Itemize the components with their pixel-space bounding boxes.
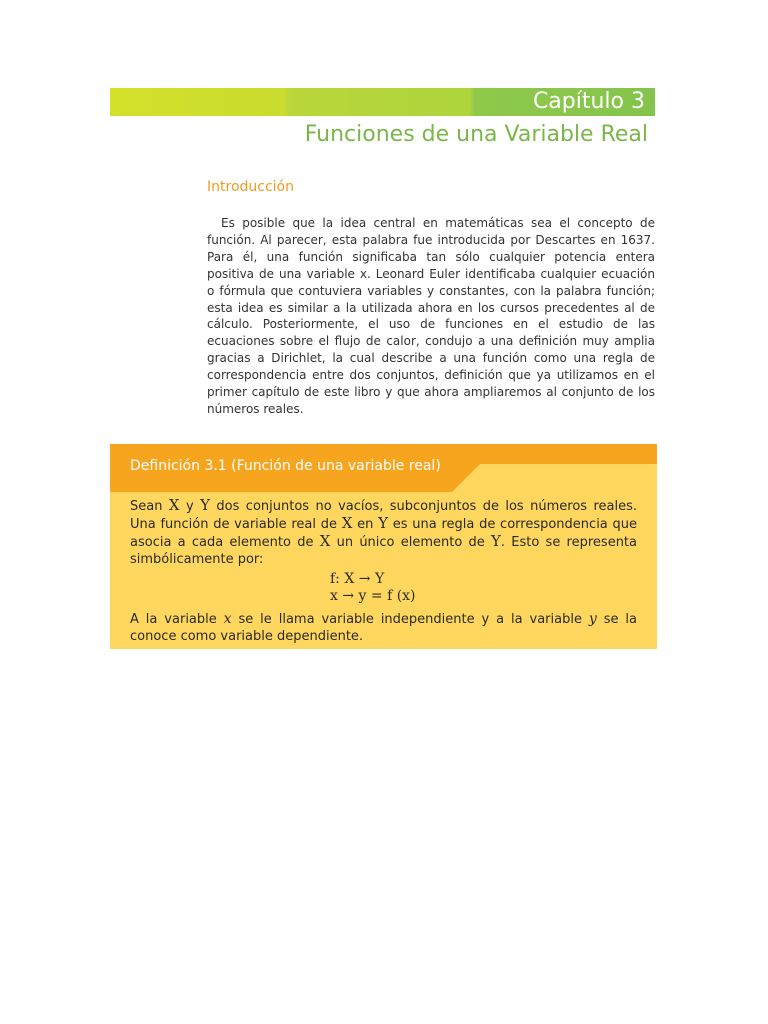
intro-paragraph: Es posible que la idea central en matemáticas sea el concepto de función. Al parecer, esta palabra fue introducida por Descartes en 1637. Para él, una función significaba tan sólo cualquier potencia entera positiva de una variable x. Leonard Euler identificaba cualquier ecuación o fórmula que contuviera variables y constantes, con la palabra función; esta idea es similar a la utilizada ahora en los cursos precedentes al de cálculo. Posteriormente, el uso de funciones en el estudio de las ecuaciones sobre el flujo de calor, condujo a una definición muy amplia gracias a Dirichlet, la cual describe a una función como una regla de correspondencia entre dos conjuntos, definición que ya utilizamos en el primer capítulo de este libro y que ahora ampliaremos al conjunto de los números reales.	[207, 216, 655, 416]
formula-line-1: f: X → Y	[330, 571, 385, 587]
definition-header	[110, 444, 657, 492]
definition-text: es una regla de correspondencia que asocia a cada elemento de	[130, 517, 637, 550]
footnote-text: se le llama variable independiente y a la variable	[231, 612, 589, 627]
function-formula	[330, 571, 416, 605]
definition-title: Definición 3.1 (Función de una variable real)	[130, 458, 441, 474]
definition-text: un único elemento de	[330, 535, 492, 550]
footnote-text: se la conoce como variable dependiente.	[130, 612, 637, 644]
formula-line-2: x → y = f (x)	[330, 588, 416, 604]
chapter-label: Capítulo 3	[532, 89, 645, 114]
set-y-symbol: Y	[378, 514, 389, 532]
definition-text: en	[352, 517, 379, 532]
definition-text: dos conjuntos no vacíos, subconjuntos de los números reales. Una función de variable real de	[130, 499, 637, 532]
chapter-bar	[110, 88, 655, 116]
definition-text: . Esto se representa simbólicamente por:	[130, 535, 637, 567]
set-x-symbol: X	[168, 496, 180, 514]
set-y-symbol: Y	[200, 496, 210, 514]
variable-y: y	[588, 611, 597, 627]
footnote-text: A la variable	[130, 612, 224, 627]
definition-footnote	[130, 611, 637, 645]
set-x-symbol: X	[319, 532, 331, 550]
definition-text: Sean	[130, 499, 169, 514]
set-y-symbol: Y	[491, 532, 501, 550]
chapter-title: Funciones de una Variable Real	[304, 122, 648, 147]
variable-x: x	[223, 611, 232, 627]
definition-body	[130, 497, 637, 568]
set-x-symbol: X	[341, 514, 353, 532]
intro-heading: Introducción	[207, 179, 294, 195]
definition-box	[110, 444, 657, 649]
definition-text: y	[179, 499, 201, 514]
